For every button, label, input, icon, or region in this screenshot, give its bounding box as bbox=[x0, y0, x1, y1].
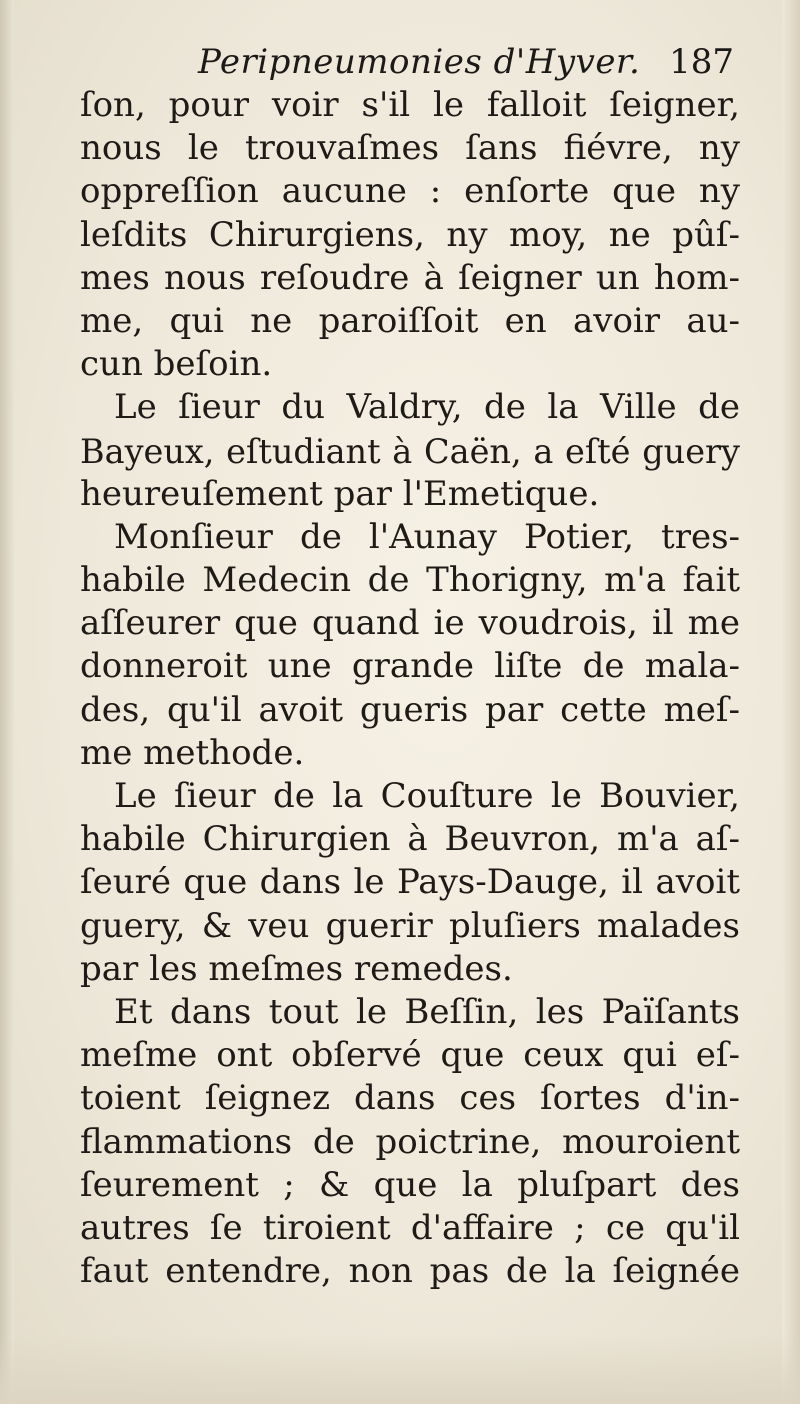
text-line: habile Medecin de Thorigny, m'a fait bbox=[80, 560, 740, 601]
text-line: heureuſement par l'Emetique. bbox=[80, 473, 600, 514]
text-line: toient ſeignez dans ces ſortes d'in- bbox=[80, 1078, 740, 1119]
text-line: nous le trouvaſmes ſans fiévre, ny bbox=[80, 128, 740, 169]
text-line: ſon, pour voir s'il le falloit ſeigner, bbox=[80, 85, 740, 125]
text-line: Le ſieur de la Couſture le Bouvier, bbox=[114, 776, 740, 816]
text-line: Bayeux, eſtudiant à Caën, a eſté guery bbox=[80, 431, 740, 471]
page-gutter-shadow bbox=[0, 0, 14, 1404]
text-line: me, qui ne paroiſſoit en avoir au- bbox=[80, 300, 740, 341]
text-line: donneroit une grande liſte de mala- bbox=[80, 646, 740, 687]
text-line: guery, & veu guerir pluſiers malades bbox=[80, 905, 740, 946]
text-line: Le ſieur du Valdry, de la Ville de bbox=[114, 387, 740, 428]
text-line: leſdits Chirurgiens, ny moy, ne pûſ- bbox=[80, 214, 740, 255]
text-line: autres ſe tiroient d'affaire ; ce qu'il bbox=[80, 1207, 740, 1248]
text-line: cun beſoin. bbox=[80, 344, 273, 385]
text-line: des, qu'il avoit gueris par cette meſ- bbox=[80, 689, 740, 730]
page-number: 187 bbox=[669, 42, 734, 82]
page-bottom-shadow bbox=[0, 1334, 800, 1404]
text-line: meſme ont obſervé que ceux qui eſ- bbox=[80, 1035, 740, 1076]
text-line: aſſeurer que quand ie voudrois, il me bbox=[80, 603, 740, 644]
text-line: par les meſmes remedes. bbox=[80, 948, 513, 989]
text-line: Et dans tout le Beſſin, les Païſants bbox=[114, 991, 740, 1032]
text-line: faut entendre, non pas de la ſeignée bbox=[80, 1251, 740, 1292]
text-line: ſeurement ; & que la pluſpart des bbox=[80, 1164, 740, 1205]
running-title: Peripneumonies d'Hyver. bbox=[198, 42, 641, 82]
text-line: oppreſſion aucune : enſorte que ny bbox=[80, 171, 740, 212]
text-line: Monſieur de l'Aunay Potier, tres- bbox=[114, 516, 740, 557]
text-line: ſeuré que dans le Pays-Dauge, il avoit bbox=[80, 862, 740, 903]
body-text bbox=[80, 84, 740, 1293]
page-edge-shadow bbox=[782, 0, 800, 1404]
text-line: mes nous reſoudre à ſeigner un hom- bbox=[80, 257, 740, 298]
text-line: habile Chirurgien à Beuvron, m'a aſ- bbox=[80, 819, 740, 860]
text-line: me methode. bbox=[80, 732, 305, 773]
text-line: flammations de poictrine, mouroient bbox=[80, 1121, 740, 1162]
